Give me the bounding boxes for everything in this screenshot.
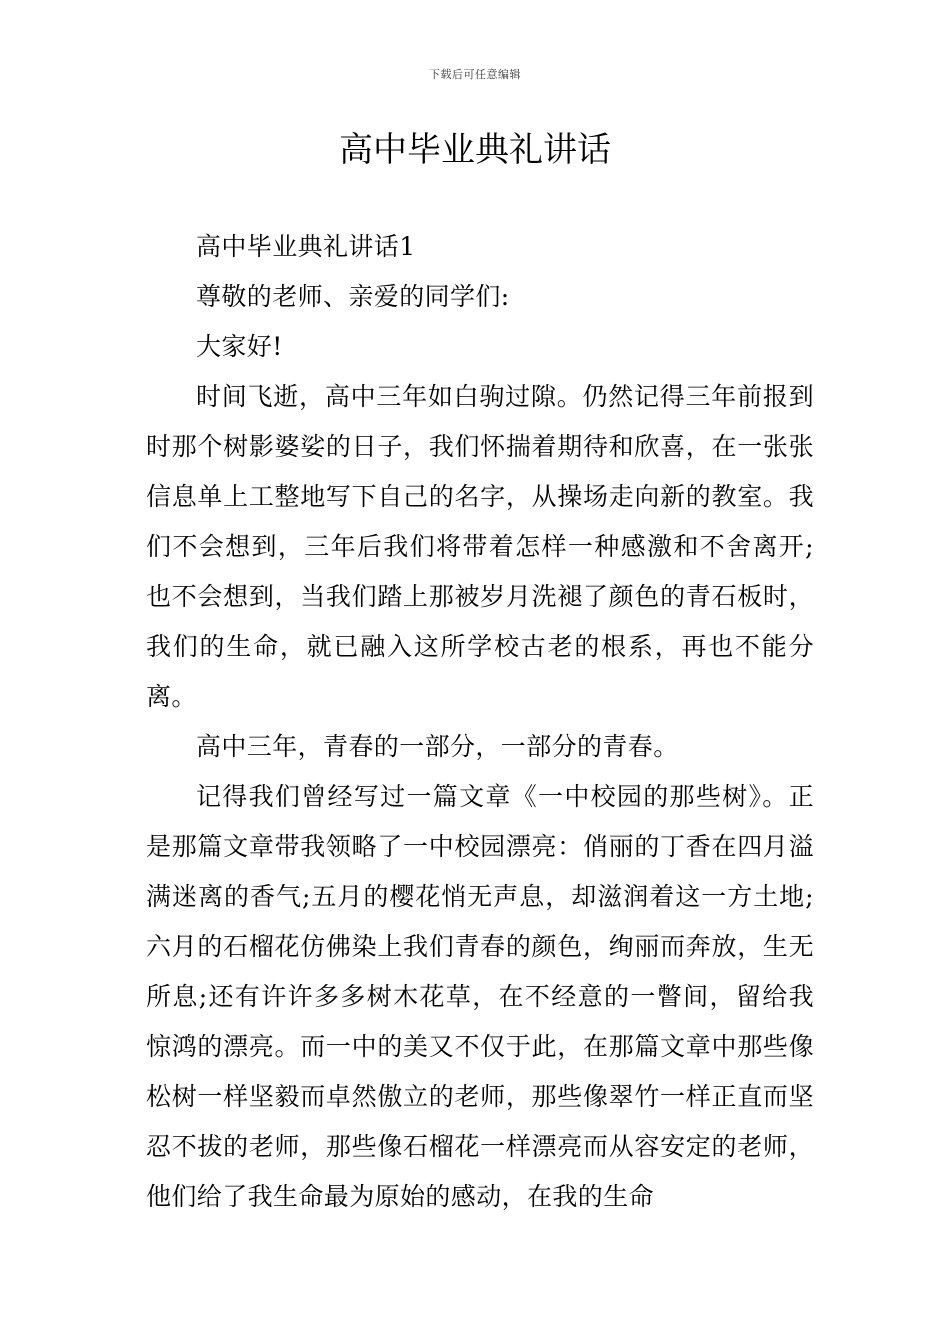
document-body (146, 222, 814, 1222)
paragraph-speech-heading: 高中毕业典礼讲话1 (196, 232, 416, 261)
paragraph-body: 记得我们曾经写过一篇文章《一中校园的那些树》。正是那篇文章带我领略了一中校园漂亮：俏丽的丁香在四月溢满迷离的香气;五月的樱花悄无声息，却滋润着这一方土地;六月的石榴花仿佛染上我们青春的颜色，绚丽而奔放，生无所息;还有许许多多树木花草，在不经意的一瞥间，留给我惊鸿的漂亮。而一中的美又不仅于此，在那篇文章中那些像松树一样坚毅而卓然傲立的老师，那些像翠竹一样正直而坚忍不拔的老师，那些像石榴花一样漂亮而从容安定的老师，他们给了我生命最为原始的感动，在我的生命 (146, 782, 814, 1211)
paragraph-greeting: 大家好! (196, 332, 283, 361)
paragraph-body: 时间飞逝，高中三年如白驹过隙。仍然记得三年前报到时那个树影婆娑的日子，我们怀揣着期待和欣喜，在一张张信息单上工整地写下自己的名字，从操场走向新的教室。我们不会想到，三年后我们将带着怎样一种感激和不舍离开;也不会想到，当我们踏上那被岁月洗褪了颜色的青石板时，我们的生命，就已融入这所学校古老的根系，再也不能分离。 (146, 382, 814, 711)
header-note: 下载后可任意编辑 (429, 68, 521, 81)
paragraph-salutation: 尊敬的老师、亲爱的同学们: (196, 282, 510, 311)
document-title: 高中毕业典礼讲话 (339, 130, 611, 170)
paragraph-body: 高中三年，青春的一部分，一部分的青春。 (196, 732, 679, 761)
